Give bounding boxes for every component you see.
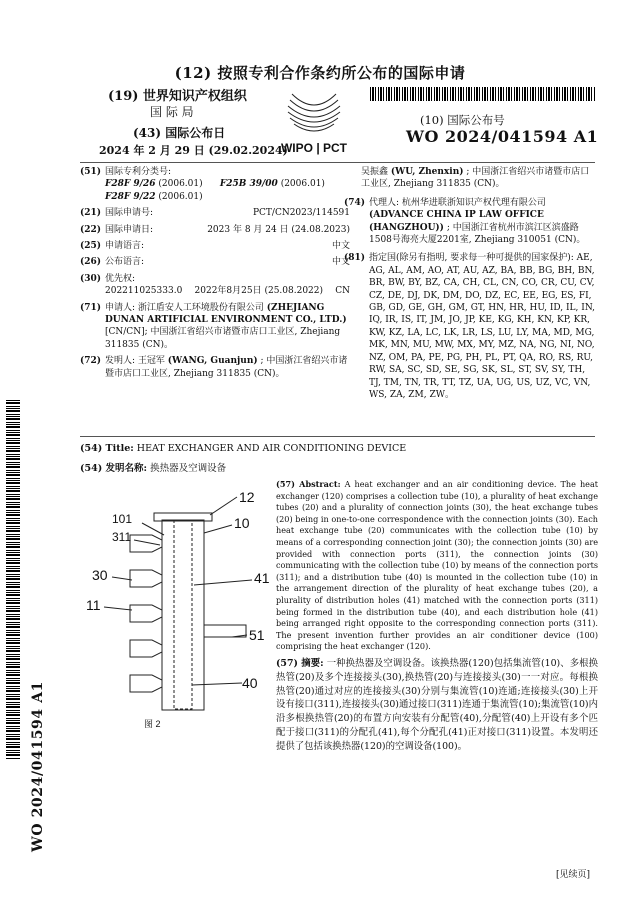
field-code: (51) [80,167,102,177]
field-code: (74) [344,197,366,208]
fig-label: 30 [92,567,108,583]
title-zh-text: 换热器及空调设备 [150,463,227,474]
abstract-en-label: (57) Abstract: [276,479,341,489]
inventor-2 [344,166,598,191]
inventor-name-en: (WANG, Guanjun) [167,356,258,367]
agent-name-en: (ADVANCE CHINA IP LAW OFFICE (HANGZHOU)) [369,210,544,233]
field-code: (30) [80,273,102,284]
applicant-address: [CN/CN]; 中国浙江省绍兴市诸暨市店口工业区, Zhejiang 311835 (CN)。 [105,327,341,350]
fig-label: 11 [86,597,101,613]
fig-label: 41 [254,570,270,586]
ipc-year: (2006.01) [158,191,203,202]
pub-date-label: (43) 国际公布日 [133,126,226,140]
priority-country: CN [335,286,350,297]
field-code: (72) [80,356,102,367]
field-74 [344,197,598,247]
title-zh [80,460,226,474]
abstract-zh [276,657,598,754]
agent-name: 代理人: 杭州华进联浙知识产权代理有限公司 [369,197,546,208]
fig-label: 40 [242,675,258,691]
field-code: (81) [344,253,366,264]
field-code: (22) [80,224,102,235]
organization-bureau: 国 际 局 [150,105,194,119]
figure-2 [82,485,272,730]
abstract-zh-text: 一种换热器及空调设备。该换热器(120)包括集流管(10)、多根换热管(20)及多个连接接头(30),换热管(20)与连接接头(30)一一对应。每根换热管(20)通过对应的连接接头(30)分别与集流管(10)连通;连接接头(30)上开设有接口(311),连接接头(30)通过接口(311)连通于集流管(10);集流管(10)内沿多根换热管(20)的布置方向安装有分配管(40),分配管(40)上开设有多个匹配于接口(311)的分配孔(41),每个分配孔(41)正对接口(311)设置。本发明还提供了包括该换热器(120)的空调设备(100)。 [276,658,598,752]
field-21 [80,207,350,219]
abstract-zh-label: (57) 摘要: [276,658,324,669]
biblio-right [344,166,598,403]
field-code: (25) [80,241,102,252]
field-25 [80,240,350,252]
field-30 [80,273,350,298]
pub-number-label: (10) 国际公布号 [420,113,505,127]
fig-label: 101 [112,512,133,526]
document-title: (12) 按照专利合作条约所公布的国际申请 [174,64,466,82]
field-label: 国际申请号: [105,208,154,219]
field-code: (71) [80,302,102,313]
collection-tube-outline [162,520,204,710]
title-en-text: HEAT EXCHANGER AND AIR CONDITIONING DEVICE [136,443,407,454]
priority-date: 2022年8月25日 (25.08.2022) [194,286,324,297]
title-en [80,443,406,454]
ipc-year: (2006.01) [158,179,203,190]
field-code: (26) [80,257,102,268]
biblio-left [80,166,350,382]
connection-joints [130,535,162,692]
title-en-label: (54) Title: [80,443,134,454]
organization-name: (19) 世界知识产权组织 [108,89,247,104]
title-zh-label: (54) 发明名称: [80,463,148,474]
side-barcode [6,400,20,760]
fig-label: 51 [249,627,265,643]
ipc-year: (2006.01) [280,179,325,190]
barcode [370,87,595,101]
continued-note: [见续页] [556,870,591,880]
field-22 [80,224,350,236]
ipc-class: F28F 9/22 [105,191,156,202]
field-value: 中文 [331,257,350,268]
inventor-name: 吴振鑫 [361,167,389,177]
fig-label: 12 [239,489,255,505]
field-value: PCT/CN2023/114591 [252,208,350,219]
agent-address: ; 中国浙江省杭州市滨江区滨盛路1508号海亮大厦2201室, Zhejiang 310051 (CN)。 [369,222,586,246]
field-value: 2023 年 8 月 24 日 (24.08.2023) [207,224,350,235]
abstract-en-text: A heat exchanger and an air conditioning device. The heat exchanger (120) comprises a collection tube (10), a plurality of heat exchange tubes (20) and a plurality of connection joints (30), the heat exchange tubes (20) being in one-to-one correspondence with the connection joints (30). Each heat exchange tube (20) communicates with the collection tube (10) by means of a corresponding connection joint (30); the connection joints (30) are provided with connection ports (311), the connection joints (30) communicating with the collection tube (10) by means of the connection ports (311); and a distribution tube (40) is mounted in the collection tube (10) in the arrangement direction of the plurality of heat exchange tubes (20), a plurality of distribution holes (41) matched with the connection ports (311) being formed in the distribution tube (40), and each distribution hole (41) being arranged right opposite to the corresponding connection ports (311). The present invention further provides an air conditioner device (100) comprising the heat exchanger (120). [276,479,599,652]
field-value: 中文 [331,241,350,252]
field-code: (21) [80,208,102,219]
pub-number: WO 2024/041594 A1 [406,127,599,146]
designated-states: 指定国(除另有指明, 要求每一种可提供的国家保护): AE, AG, AL, AM, AO, AT, AU, AZ, BA, BB, BG, BH, BN, BR, BW, BY, BZ, CA, CH, CL, CN, CO, CR, CU, CV, CZ, DE, DJ, DK, DM, DO, DZ, EC, EE, EG, ES, FI, GB, GD, GE, GH, GM, GT, HN, HR, HU, ID, IL, IN, IQ, IR, IS, IT, JM, JO, JP, KE, KG, KH, KN, KP, KR, KW, KZ, LA, LC, LK, LR, LS, LU, LY, MA, MD, MG, MK, MN, MU, MW, MX, MY, MZ, NA, NG, NI, NO, NZ, OM, PA, PE, PG, PH, PL, PT, QA, RO, RS, RU, RW, SA, SC, SD, SE, SG, SK, SL, ST, SV, SY, TH, TJ, TM, TN, TR, TT, TZ, UA, UG, US, UZ, VC, VN, WS, ZA, ZM, ZW。 [369,253,595,400]
fig-label: 10 [234,515,250,531]
field-label: 申请语言: [105,241,145,252]
fig-label: 311 [112,530,132,544]
wipo-logo-text: WIPO | PCT [280,141,348,155]
abstract-en [276,479,598,653]
pub-date-value: 2024 年 2 月 29 日 (29.02.2024) [99,144,288,157]
field-72 [80,355,350,380]
inventor-address: ; 中国浙江省绍兴市诸暨市店口工业区, Zhejiang 311835 (CN)。 [105,356,348,379]
field-51 [80,166,350,203]
field-71 [80,302,350,352]
inventor-name: 发明人: 王冠军 [105,356,165,367]
fig-caption: 图 2 [144,719,161,729]
field-label: 公布语言: [105,257,145,268]
wipo-logo [264,86,364,156]
ipc-class: F28F 9/26 [105,179,156,190]
applicant-name-en: (ZHEJIANG DUNAN ARTIFICIAL ENVIRONMENT CO., LTD.) [105,302,347,326]
field-label: 国际专利分类号: [105,167,172,177]
biblio-divider [80,436,595,437]
inventor-address: ; 中国浙江省绍兴市诸暨市店口工业区, Zhejiang 311835 (CN)。 [361,167,590,190]
applicant-name: 申请人: 浙江盾安人工环境股份有限公司 [105,302,264,313]
header-divider [80,162,595,163]
side-pub-number: WO 2024/041594 A1 [30,681,46,852]
field-label: 优先权: [105,273,136,284]
inventor-name-en: (WU, Zhenxin) [390,167,464,177]
field-81 [344,252,598,401]
field-label: 国际申请日: [105,224,154,235]
field-26 [80,256,350,268]
priority-number: 202211025333.0 [105,286,183,297]
ipc-class: F25B 39/00 [219,179,278,190]
